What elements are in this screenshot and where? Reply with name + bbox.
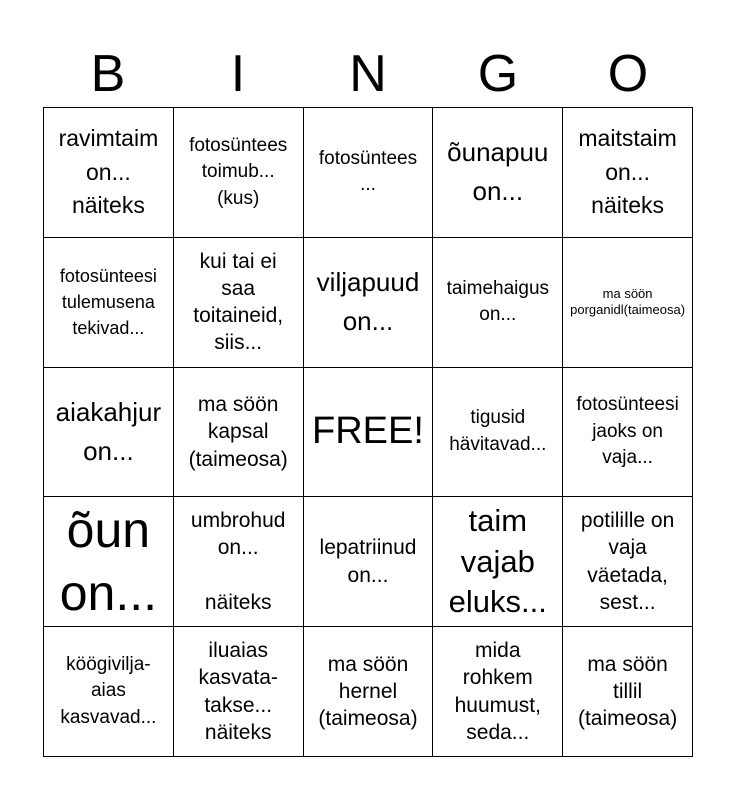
bingo-card [43,107,693,757]
free-cell-text: FREE! [312,410,424,453]
bingo-cell[interactable] [304,497,434,627]
bingo-cell[interactable] [563,627,693,757]
bingo-cell[interactable] [433,108,563,238]
bingo-cell[interactable] [44,497,174,627]
cell-text: taim vajab eluks... [448,503,547,619]
bingo-cell[interactable] [563,238,693,368]
bingo-cell[interactable] [174,368,304,498]
cell-text: maitstaim on... näiteks [578,125,677,219]
cell-text: mida rohkem huumust, seda... [454,639,541,744]
header-letter-o: O [607,45,649,103]
bingo-cell[interactable] [44,108,174,238]
header-letter-i: I [230,45,246,103]
bingo-cell[interactable] [433,497,563,627]
bingo-cell[interactable] [433,627,563,757]
bingo-cell[interactable] [174,497,304,627]
header-letter-g: G [477,45,519,103]
cell-text: viljapuud on... [316,267,420,337]
cell-text: potilille on vaja väetada, sest... [580,509,675,615]
bingo-cell[interactable] [563,497,693,627]
cell-text: tigusid hävitavad... [449,407,547,455]
free-cell[interactable] [304,368,434,498]
bingo-cell[interactable] [174,108,304,238]
cell-text: umbrohud on... näiteks [190,509,286,615]
cell-text: ma söön hernel (taimeosa) [318,652,418,731]
cell-text: ma söön porganidl(taimeosa) [570,285,686,318]
cell-text: ma söön tillil (taimeosa) [577,652,678,731]
bingo-cell[interactable] [174,238,304,368]
bingo-header [43,40,693,108]
header-letter-b: B [90,45,126,103]
header-letter-n: N [349,45,387,103]
cell-text: õunapuu on... [447,137,549,207]
cell-text: ravimtaim on... näiteks [58,125,159,219]
cell-text: iluaias kasvata- takse... näiteks [198,639,278,744]
bingo-cell[interactable] [563,368,693,498]
bingo-cell[interactable] [433,368,563,498]
cell-text: fotosünteesi jaoks on vaja... [576,394,679,469]
cell-text: õun on... [59,502,158,621]
cell-text: lepatriinud on... [319,536,417,587]
bingo-cell[interactable] [304,238,434,368]
bingo-cell[interactable] [44,368,174,498]
bingo-cell[interactable] [304,108,434,238]
bingo-cell[interactable] [174,627,304,757]
cell-text: taimehaigus on... [446,277,550,326]
cell-text: fotosüntees toimub... (kus) [189,134,288,209]
bingo-cell[interactable] [433,238,563,368]
bingo-cell[interactable] [304,627,434,757]
bingo-cell[interactable] [563,108,693,238]
bingo-cell[interactable] [44,238,174,368]
cell-text: ma söön kapsal (taimeosa) [188,393,288,471]
cell-text: fotosüntees ... [318,147,418,196]
cell-text: kui tai ei saa toitaineid, siis... [193,249,284,355]
cell-text: fotosünteesi tulemusena tekivad... [59,266,157,339]
cell-text: köögivilja- aias kasvavad... [60,653,157,728]
bingo-cell[interactable] [44,627,174,757]
cell-text: aiakahjur on... [55,396,162,466]
